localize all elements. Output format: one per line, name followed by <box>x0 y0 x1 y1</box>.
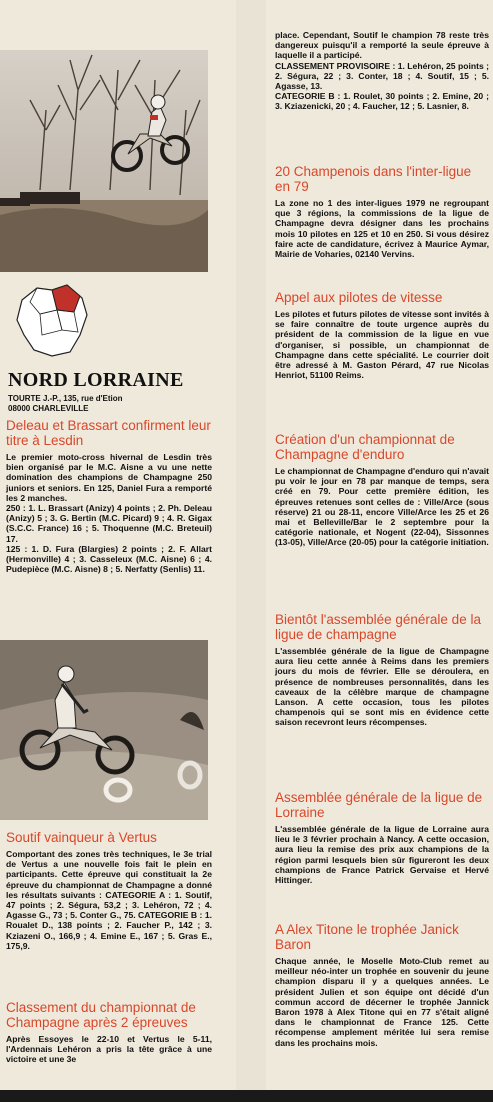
trial-rider-image <box>0 640 208 820</box>
motocross-photo-top <box>0 50 208 272</box>
provisional-ranking: CLASSEMENT PROVISOIRE : 1. Lehéron, 25 points ; 2. Ségura, 22 ; 3. Conter, 18 ; 4. Soutif, 15 ; 5. Agasse, 13. <box>275 60 489 92</box>
article-lesdin <box>6 418 212 574</box>
article-inter-ligue <box>275 164 489 259</box>
article-continuation <box>275 30 489 112</box>
column-gutter <box>236 0 266 1102</box>
results-125: 125 : 1. D. Fura (Blargies) 2 points ; 2. F. Allart (Hermonville) 4 ; 3. Casseleux (M.C. Aisne) 6 ; 4. Pudepièce (M.C. Aisne) 8 ; 5. Nerfatty (Senlis) 11. <box>6 543 212 575</box>
article-assemblee-champagne <box>275 612 489 728</box>
article-paragraph: Après Essoyes le 22-10 et Vertus le 5-11, l'Ardennais Lehéron a pris la tête grâce à une victoire et une 3e <box>6 1034 212 1065</box>
france-map-icon <box>12 280 92 360</box>
article-paragraph: Chaque année, le Moselle Moto-Club remet au meilleur néo-inter un trophée en souvenir du jeune champion disparu il y a quelques années. Le président Julien et son équipe ont décidé d'un commun accord de décerner le trophée Jannick Baron 1978 à Alex Titone qui en 77 s'était aligné dans le championnat de France 125. Cette récompense amplement méritée lui sera remise dans les prochains mois. <box>275 956 489 1048</box>
page-bottom-edge <box>0 1090 493 1102</box>
address-line-1: TOURTE J.-P., 135, rue d'Etion <box>8 394 123 403</box>
article-heading: Soutif vainqueur à Vertus <box>6 830 157 845</box>
article-paragraph: place. Cependant, Soutif le champion 78 reste très dangereux puisqu'il a remporté la seule épreuve à laquelle il a participé. <box>275 30 489 61</box>
motocross-jump-image <box>0 50 208 272</box>
article-heading: 20 Champenois dans l'inter-ligue en 79 <box>275 164 472 194</box>
article-heading: Appel aux pilotes de vitesse <box>275 290 443 305</box>
article-assemblee-lorraine <box>275 790 489 885</box>
article-paragraph: Comportant des zones très techniques, le 3e trial de Vertus a une nouvelle fois fait le plein en participants. Cette épreuve qui constituait la 2e épreuve du championnat de Champagne a donné les résultats suivants : CATEGORIE A : 1. Soutif, 47 points ; 2. Ségura, 53,2 ; 3. Lehéron, 72 ; 4. Agasse G., 73 ; 5. Conter G., 75. CATEGORIE B : 1. Roualet D., 138 points ; 2. Faucher P., 142 ; 3. Kziazeni O., 166,9 ; 4. Emine E., 167 ; 5. Gras E., 175,9. <box>6 849 212 951</box>
article-vitesse <box>275 290 489 380</box>
region-title: NORD LORRAINE <box>8 369 184 391</box>
region-map <box>12 280 92 360</box>
article-heading: Classement du championnat de Champagne après 2 épreuves <box>6 1000 196 1030</box>
trial-photo <box>0 640 208 820</box>
article-paragraph: L'assemblée générale de la ligue de Lorraine aura lieu le 3 février prochain à Nancy. A cette occasion, aura lieu la remise des prix aux champions de la région parmi lesquels bien sûr figureront les deux champions de France Patrick Gervaise et Hervé Hittinger. <box>275 824 489 886</box>
article-heading: Bientôt l'assemblée générale de la ligue de champagne <box>275 612 481 642</box>
address-line-2: 08000 CHARLEVILLE <box>8 403 89 413</box>
article-classement <box>6 1000 212 1065</box>
article-paragraph: La zone no 1 des inter-ligues 1979 ne regroupant que 3 régions, la commissions de la ligue de Champagne devra désigner dans les prochains mois 10 pilotes en 125 et 10 en 250. Si vous désirez faire acte de candidature, écrivez à Maurice Aymar, Mairie de Voharies, 02140 Vervins. <box>275 198 489 260</box>
article-heading: A Alex Titone le trophée Janick Baron <box>275 922 459 952</box>
article-paragraph: Le championnat de Champagne d'enduro qui n'avait pu voir le jour en 78 par manque de temps, sera créé en 79. Pour cette première édition, les épreuves retenues sont celles de : Ville/Arce (sous réserve) 21 ou 28-11, encore Ville/Arce les 25 et 26 mai et Belleville/Bar le 2 septembre pour la catégorie nationale, et Nogent (22-04), Sissonnes (13-05), Ville/Arce (20-05) pour la catégorie initiation. <box>275 466 489 548</box>
article-paragraph: Le premier moto-cross hivernal de Lesdin très bien organisé par le M.C. Aisne a vu une nette domination des champions de Champagne 250 juniors et seniors. En 125, Daniel Fura a remporté les 2 manches. <box>6 452 212 503</box>
category-b-ranking: CATEGORIE B : 1. Roulet, 30 points ; 2. Emine, 20 ; 3. Kziazenicki, 20 ; 4. Faucher, 12 ; 5. Lasnier, 8. <box>275 91 489 112</box>
article-heading: Deleau et Brassart confirment leur titre à Lesdin <box>6 418 211 448</box>
article-heading: Création d'un championnat de Champagne d'enduro <box>275 432 455 462</box>
article-vertus <box>6 830 212 951</box>
article-paragraph: L'assemblée générale de la ligue de Champagne aura lieu cette année à Reims dans les premiers jours du mois de février. Elle se déroulera, en présence de nombreuses personnalités, dans les caveaux de la célèbre marque de champagne Lanson. A cette occasion, tous les pilotes champenois qui se sont mis en évidence cette saison recevront leurs récompenses. <box>275 646 489 728</box>
article-trophee <box>275 922 489 1048</box>
article-heading: Assemblée générale de la ligue de Lorraine <box>275 790 483 820</box>
region-address <box>8 394 208 413</box>
article-paragraph: Les pilotes et futurs pilotes de vitesse sont invités à se faire connaître de toute urgence auprès du président de la commission de la ligue en vue d'organiser, si possible, un championnat de Champagne dans cette spécialité. Le courrier doit être adressé à M. Gaston Pérard, 47 rue Nicolas Henriot, 51100 Reims. <box>275 309 489 381</box>
results-250: 250 : 1. L. Brassart (Anizy) 4 points ; 2. Ph. Deleau (Anizy) 5 ; 3. G. Bertin (M.C. Picard) 9 ; 4. R. Gigax (S.C.C. France) 16 ; 5. Thoquenne (M.C. Breteuil) 17. <box>6 503 212 544</box>
article-enduro <box>275 432 489 548</box>
